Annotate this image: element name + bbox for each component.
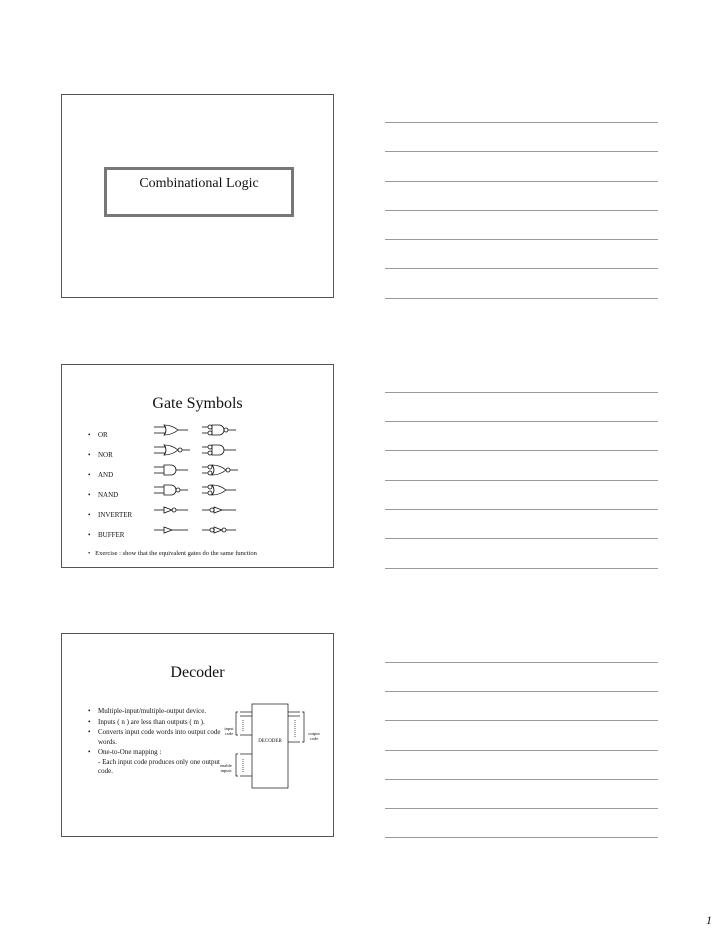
note-line — [385, 509, 658, 510]
gate-label: INVERTER — [98, 511, 133, 519]
note-line — [385, 450, 658, 451]
note-line — [385, 480, 658, 481]
page-number: 1 — [706, 913, 712, 927]
bullet: • — [88, 431, 91, 439]
gate-label: OR — [98, 431, 108, 439]
note-line — [385, 750, 658, 751]
gate-symbols-left-icon — [152, 423, 192, 543]
note-line — [385, 538, 658, 539]
bullet: • — [88, 511, 91, 519]
slide-3-title: Decoder — [170, 664, 225, 681]
note-line — [385, 122, 658, 123]
bullet-text: One-to-One mapping : — [98, 748, 162, 756]
list-item: • Multiple-input/multiple-output device. — [88, 707, 207, 715]
gate-symbols-right-icon — [200, 423, 240, 543]
enable-inputs-label: enable inputs — [220, 763, 232, 773]
slide-1-title: Combinational Logic — [139, 176, 259, 191]
title-box — [104, 167, 294, 217]
list-item: • Converts input code words into output code words. — [88, 728, 221, 746]
note-line — [385, 210, 658, 211]
slide-2 — [61, 364, 334, 568]
note-line — [385, 151, 658, 152]
bullet: • — [88, 550, 96, 557]
exercise-label: Exercise : show that the equivalent gates do the same function — [95, 550, 257, 557]
slide-3 — [61, 633, 334, 837]
note-line — [385, 298, 658, 299]
note-line — [385, 691, 658, 692]
note-line — [385, 181, 658, 182]
note-line — [385, 720, 658, 721]
note-line — [385, 662, 658, 663]
gate-label: NAND — [98, 491, 119, 499]
output-code-label: output code — [308, 731, 320, 741]
decoder-box-label: DECODER — [258, 739, 282, 744]
note-line — [385, 392, 658, 393]
note-line — [385, 779, 658, 780]
input-code-label: input code — [224, 726, 234, 736]
bullet: • — [88, 451, 91, 459]
note-line — [385, 837, 658, 838]
decoder-diagram-icon — [212, 702, 317, 792]
bullet-text: Multiple-input/multiple-output device. — [98, 707, 207, 715]
note-line — [385, 808, 658, 809]
bullet-text: Converts input code words into output code words. — [98, 728, 221, 746]
note-line — [385, 568, 658, 569]
slide-1 — [61, 94, 334, 298]
sub-bullet-text: - Each input code produces only one output code. — [98, 757, 220, 775]
bullet: • — [88, 471, 91, 479]
slide-2-title: Gate Symbols — [152, 395, 243, 412]
decoder-bullets — [88, 707, 223, 778]
list-item: • One-to-One mapping : - Each input code produces only one output code. — [88, 748, 223, 777]
gate-label: NOR — [98, 451, 113, 459]
bullet: • — [88, 531, 91, 539]
note-line — [385, 268, 658, 269]
list-item: • Inputs ( n ) are less than outputs ( m ). — [88, 717, 205, 726]
bullet-text: Inputs ( n ) are less than outputs ( m ). — [98, 717, 205, 726]
gate-label: AND — [98, 471, 114, 479]
bullet: • — [88, 491, 91, 499]
exercise-text — [88, 550, 257, 557]
note-line — [385, 421, 658, 422]
gate-label: BUFFER — [98, 531, 125, 539]
note-line — [385, 239, 658, 240]
